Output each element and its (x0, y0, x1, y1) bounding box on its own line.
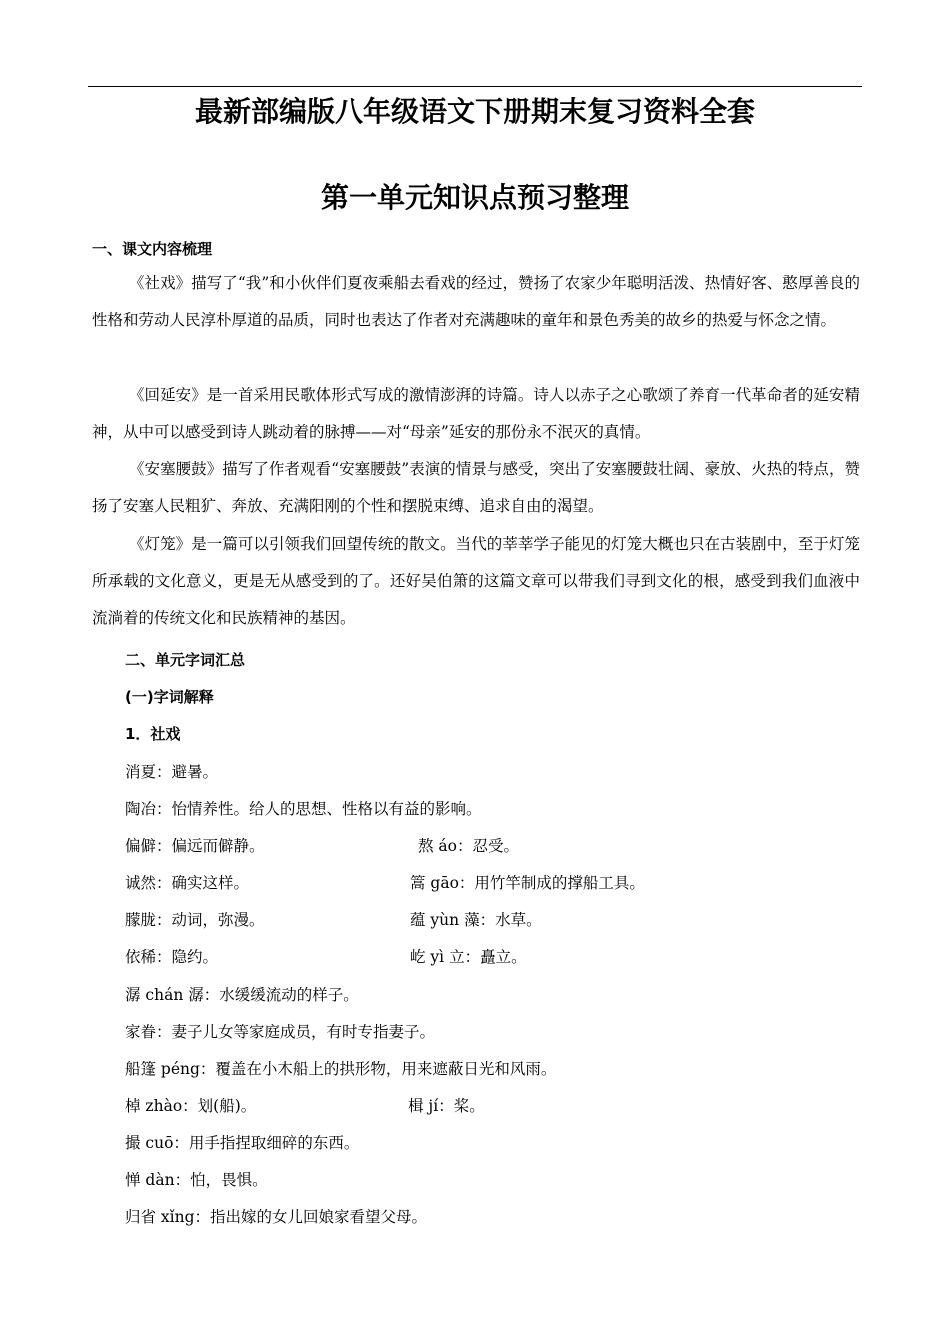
vocab-entry: 船篷 péng：覆盖在小木船上的拱形物，用来遮蔽日光和风雨。 (125, 1060, 557, 1078)
paragraph-ansaiyaogu: 《安塞腰鼓》描写了作者观看“安塞腰鼓”表演的情景与感受，突出了安塞腰鼓壮阔、豪放、火热的特点，赞扬了安塞人民粗犷、奔放、充满阳刚的个性和摆脱束缚、追求自由的渴望。 (92, 460, 860, 515)
vocab-entry: 陶冶：怡情养性。给人的思想、性格以有益的影响。 (125, 800, 482, 818)
vocab-entry: 朦胧：动词，弥漫。 (125, 911, 265, 929)
paragraph-shexi: 《社戏》描写了“我”和小伙伴们夏夜乘船去看戏的经过，赞扬了农家少年聪明活泼、热情好客、憨厚善良的性格和劳动人民淳朴厚道的品质，同时也表达了作者对充满趣味的童年和景色秀美的故乡的热爱与怀念之情。 (92, 274, 860, 329)
vocab-entry: 蕴 yùn 藻：水草。 (410, 911, 542, 929)
vocab-entry: 篙 gāo：用竹竿制成的撑船工具。 (410, 874, 645, 892)
paragraph-denglong: 《灯笼》是一篇可以引领我们回望传统的散文。当代的莘莘学子能见的灯笼大概也只在古装剧中，至于灯笼所承载的文化意义，更是无从感受到的了。还好吴伯箫的这篇文章可以带我们寻到文化的根，感受到我们血液中流淌着的传统文化和民族精神的基因。 (92, 535, 860, 627)
vocab-entry: 熬 áo：忍受。 (418, 837, 520, 855)
vocab-entry: 撮 cuō：用手指捏取细碎的东西。 (125, 1134, 360, 1152)
vocab-entry: 归省 xǐng：指出嫁的女儿回娘家看望父母。 (125, 1208, 428, 1226)
lesson-heading: 1．社戏 (125, 725, 181, 743)
vocab-entry: 棹 zhào：划(船)。 (125, 1097, 257, 1115)
vocab-entry: 偏僻：偏远而僻静。 (125, 837, 265, 855)
unit-title: 第一单元知识点预习整理 (320, 181, 629, 214)
vocab-entry: 楫 jí：桨。 (408, 1097, 485, 1115)
vocab-entry: 消夏：避暑。 (125, 763, 219, 781)
vocab-entry: 诚然：确实这样。 (125, 874, 250, 892)
vocab-entry: 屹 yì 立：矗立。 (410, 948, 527, 966)
vocab-entry: 惮 dàn：怕，畏惧。 (125, 1171, 268, 1189)
paragraph-huiyanan: 《回延安》是一首采用民歌体形式写成的激情澎湃的诗篇。诗人以赤子之心歌颂了养育一代革命者的延安精神，从中可以感受到诗人跳动着的脉搏——对“母亲”延安的那份永不泯灭的真情。 (92, 386, 860, 441)
vocab-entry: 依稀：隐约。 (125, 948, 219, 966)
vocab-entry: 家眷：妻子儿女等家庭成员，有时专指妻子。 (125, 1023, 436, 1041)
vocab-entry: 潺 chán 潺：水缓缓流动的样子。 (125, 986, 359, 1004)
section-heading-content: 一、课文内容梳理 (92, 240, 213, 258)
sub-heading-explanation: (一)字词解释 (125, 688, 214, 706)
document-title: 最新部编版八年级语文下册期末复习资料全套 (194, 95, 755, 128)
header-rule (88, 86, 862, 87)
section-heading-vocab: 二、单元字词汇总 (125, 651, 246, 669)
